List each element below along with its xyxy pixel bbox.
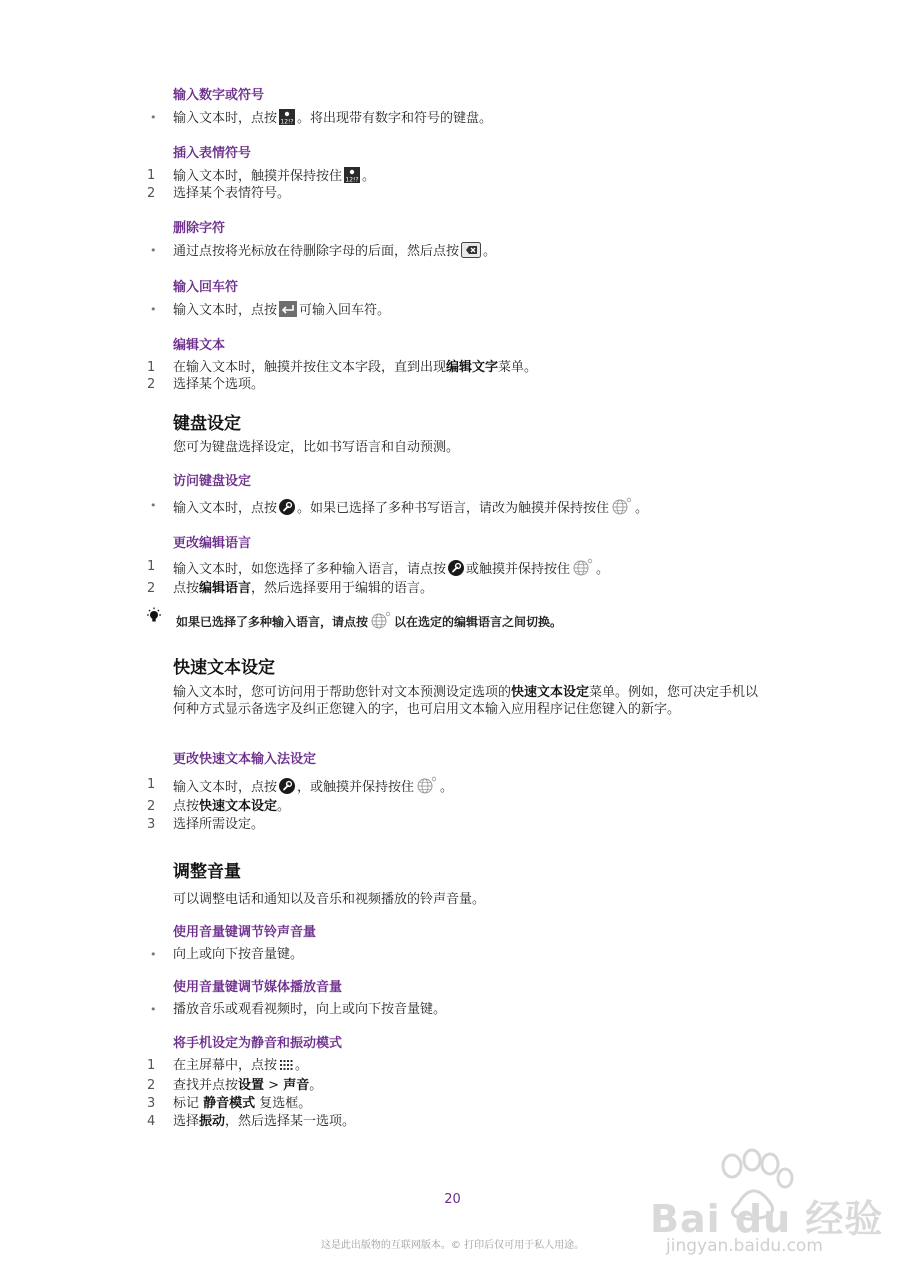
app-grid-icon xyxy=(279,1058,293,1077)
list-item: 在主屏幕中，点按 。 xyxy=(173,1057,308,1077)
subheading-insert-emoticon: 插入表情符号 xyxy=(173,146,252,161)
numbers-symbols-key-icon xyxy=(344,167,360,188)
subheading-media-volume: 使用音量键调节媒体播放音量 xyxy=(173,980,343,995)
paragraph: 输入文本时，您可访问用于帮助您针对文本预测设定选项的快速文本设定菜单。例如，您可决定手机以何种方式显示备选字及纠正您键入的字，也可启用文本输入应用程序记住您键入的新字。 xyxy=(173,685,759,717)
numbers-symbols-key-icon xyxy=(279,109,295,130)
step-number: 3 xyxy=(147,817,156,832)
step-number: 3 xyxy=(147,1096,156,1111)
list-item: 播放音乐或观看视频时，向上或向下按音量键。 xyxy=(173,1002,447,1017)
subheading-edit-text: 编辑文本 xyxy=(173,338,226,353)
list-item: 输入文本时，点按 可输入回车符。 xyxy=(173,301,390,322)
step-number: 1 xyxy=(147,777,156,792)
bullet: • xyxy=(150,1003,157,1016)
step-number: 1 xyxy=(147,168,156,183)
list-item: 输入文本时，触摸并保持按住 12!? 。 xyxy=(173,167,375,188)
enter-key-icon xyxy=(279,301,297,322)
list-item: 向上或向下按音量键。 xyxy=(173,947,304,962)
wrench-settings-icon xyxy=(448,560,464,581)
step-number: 1 xyxy=(147,559,156,574)
bullet: • xyxy=(150,111,157,124)
lightbulb-tip-icon xyxy=(144,607,164,629)
step-number: 2 xyxy=(147,186,156,201)
subheading-enter: 输入回车符 xyxy=(173,280,239,295)
wrench-settings-icon xyxy=(279,499,295,520)
globe-language-icon xyxy=(416,776,438,799)
subheading-ring-volume: 使用音量键调节铃声音量 xyxy=(173,925,317,940)
list-item: 查找并点按设置 > 声音。 xyxy=(173,1078,323,1093)
bullet: • xyxy=(150,303,157,316)
subheading-access-keyboard: 访问键盘设定 xyxy=(173,474,252,489)
step-number: 2 xyxy=(147,1078,156,1093)
footer-notice: 这是此出版物的互联网版本。© 打印后仅可用于私人用途。 xyxy=(320,1240,585,1251)
svg-text:12!?: 12!? xyxy=(345,176,359,183)
list-item: 选择振动，然后选择某一选项。 xyxy=(173,1114,356,1129)
wrench-settings-icon xyxy=(279,778,295,799)
list-item: 输入文本时，点按 。如果已选择了多种书写语言，请改为触摸并保持按住 。 xyxy=(173,497,648,520)
subheading-delete-char: 删除字符 xyxy=(173,221,226,236)
list-item: 通过点按将光标放在待删除字母的后面，然后点按 。 xyxy=(173,242,496,263)
heading-keyboard-settings: 键盘设定 xyxy=(173,414,241,434)
globe-language-icon xyxy=(370,611,392,634)
list-item: 选择某个表情符号。 xyxy=(173,186,291,201)
step-number: 2 xyxy=(147,377,156,392)
watermark-url: jingyan.baidu.com xyxy=(666,1236,823,1256)
step-number: 2 xyxy=(147,581,156,596)
page-number: 20 xyxy=(444,1192,461,1207)
step-number: 1 xyxy=(147,360,156,375)
list-item: 选择某个选项。 xyxy=(173,377,265,392)
bullet: • xyxy=(150,244,157,257)
list-item: 点按快速文本设定。 xyxy=(173,799,291,814)
globe-language-icon xyxy=(611,497,633,520)
paragraph: 您可为键盘选择设定，比如书写语言和自动预测。 xyxy=(173,440,460,455)
list-item: 点按编辑语言，然后选择要用于编辑的语言。 xyxy=(173,581,434,596)
paragraph: 可以调整电话和通知以及音乐和视频播放的铃声音量。 xyxy=(173,892,486,907)
subheading-change-quick-text: 更改快速文本输入法设定 xyxy=(173,752,317,767)
watermark-brand: Bai du 经验 xyxy=(650,1197,884,1241)
subheading-silent-mode: 将手机设定为静音和振动模式 xyxy=(173,1036,343,1051)
bullet: • xyxy=(150,499,157,512)
tip-text: 如果已选择了多种输入语言，请点按 以在选定的编辑语言之间切换。 xyxy=(176,611,562,634)
subheading-change-language: 更改编辑语言 xyxy=(173,536,252,551)
globe-language-icon xyxy=(572,558,594,581)
subheading-input-numbers: 输入数字或符号 xyxy=(173,88,265,103)
list-item: 选择所需设定。 xyxy=(173,817,265,832)
list-item: 标记 静音模式 复选框。 xyxy=(173,1096,312,1111)
backspace-key-icon xyxy=(461,242,481,263)
list-item: 输入文本时，如您选择了多种输入语言，请点按 或触摸并保持按住 。 xyxy=(173,558,609,581)
list-item: 输入文本时，点按 ，或触摸并保持按住 。 xyxy=(173,776,453,799)
heading-quick-text: 快速文本设定 xyxy=(173,658,275,678)
list-item: 在输入文本时，触摸并按住文本字段，直到出现编辑文字菜单。 xyxy=(173,360,538,375)
step-number: 4 xyxy=(147,1114,156,1129)
svg-text:12!?: 12!? xyxy=(280,118,294,125)
step-number: 1 xyxy=(147,1058,156,1073)
heading-volume: 调整音量 xyxy=(173,862,241,882)
list-item: 输入文本时，点按 12!? 。将出现带有数字和符号的键盘。 xyxy=(173,109,492,130)
step-number: 2 xyxy=(147,799,156,814)
bullet: • xyxy=(150,948,157,961)
